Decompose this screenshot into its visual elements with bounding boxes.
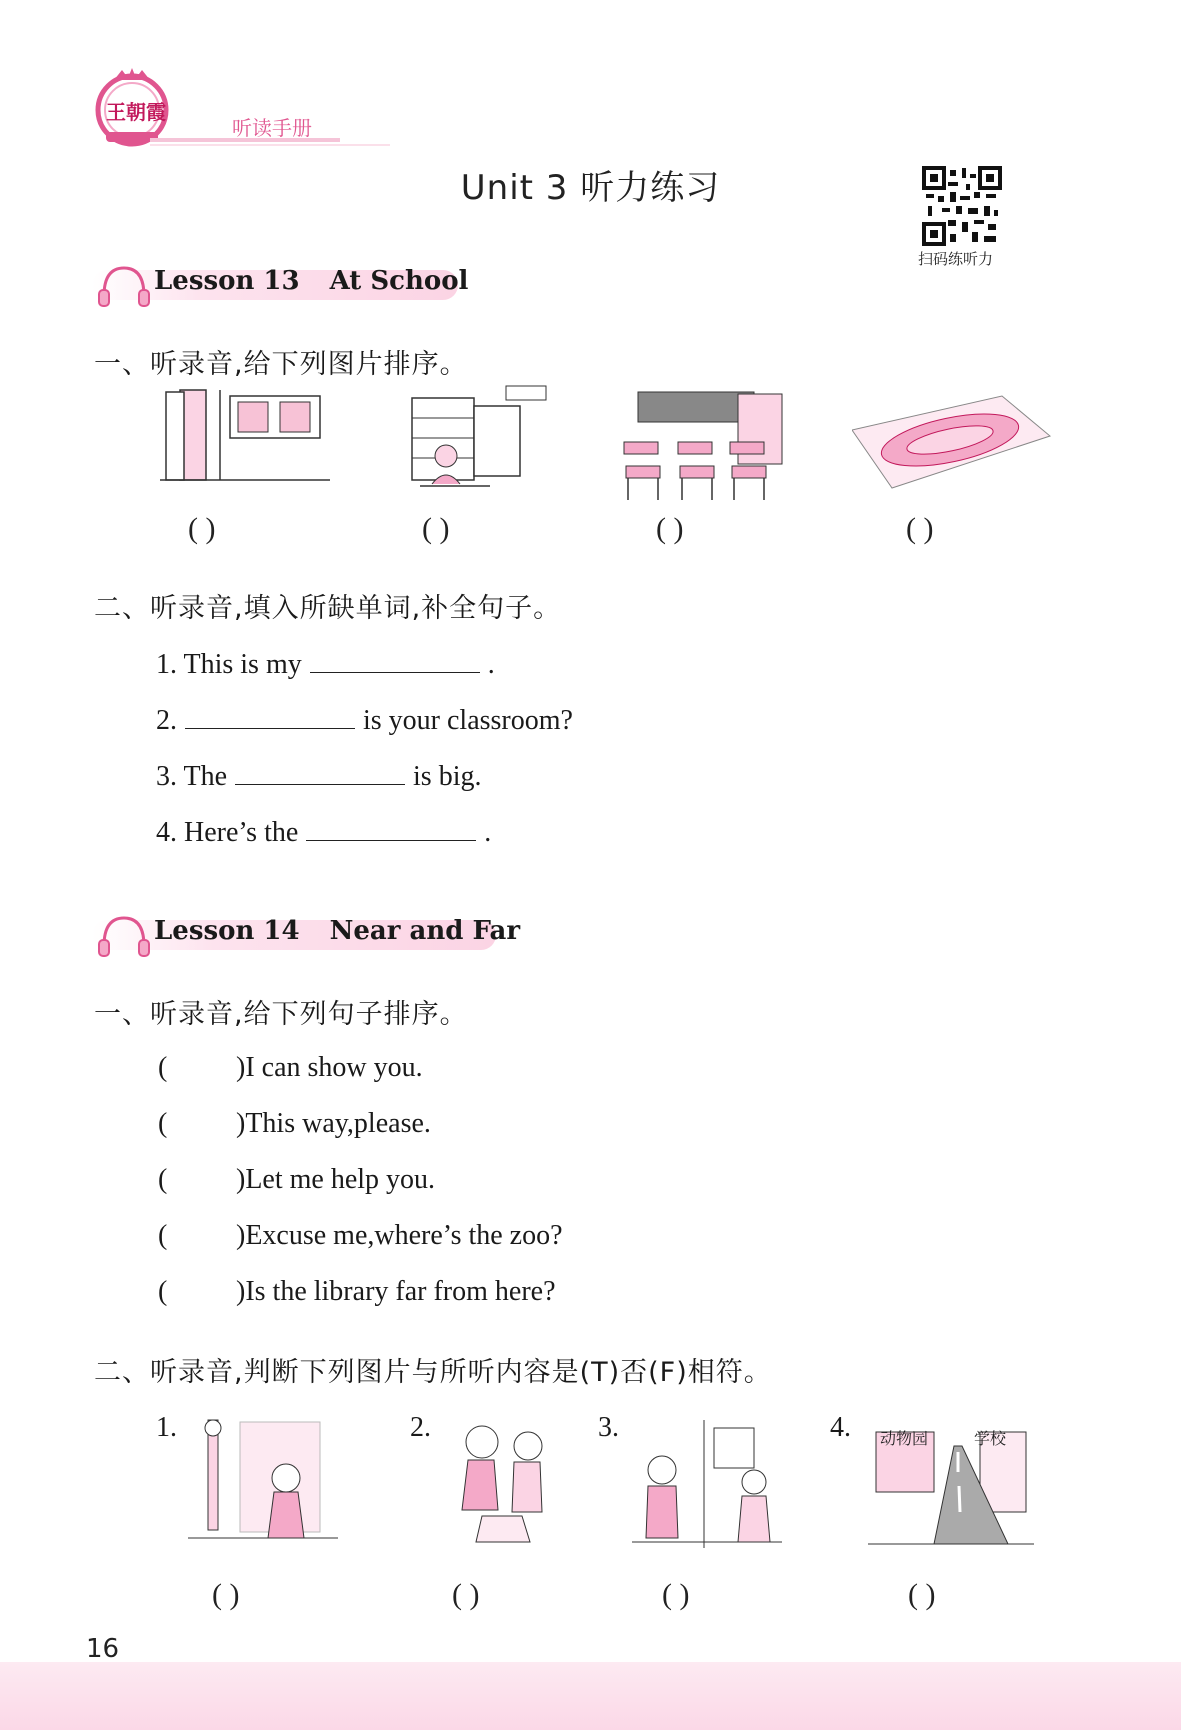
answer-paren[interactable]: ( (158, 1052, 168, 1083)
page-number: 16 (86, 1634, 120, 1664)
blank-line[interactable] (310, 646, 480, 673)
order-item: ( )Excuse me,where’s the zoo? (158, 1220, 563, 1251)
order-item: ( )I can show you. (158, 1052, 423, 1083)
lesson-14-header (92, 912, 521, 956)
school-sign: 学校 (974, 1429, 1007, 1448)
lesson-number: Lesson 13 (154, 266, 300, 296)
header-divider-light (150, 144, 390, 146)
fill-blank-item: 4. Here’s the . (156, 814, 491, 849)
answer-paren[interactable]: ( ) (188, 512, 216, 545)
answer-paren[interactable]: ( (158, 1108, 168, 1139)
qr-code-icon (922, 166, 1002, 246)
section-heading: 一、听录音,给下列图片排序。 (94, 349, 468, 380)
answer-paren[interactable]: ( ) (212, 1578, 240, 1611)
section-heading: 二、听录音,判断下列图片与所听内容是(T)否(F)相符。 (94, 1357, 772, 1388)
answer-paren[interactable]: ( ) (656, 512, 684, 545)
girl-signpost-picture (188, 1408, 338, 1558)
answer-paren[interactable]: ( (158, 1220, 168, 1251)
picture-number: 4. (830, 1412, 851, 1443)
library-girl-picture (410, 384, 550, 492)
blank-line[interactable] (306, 814, 476, 841)
fill-blank-item: 2. is your classroom? (156, 702, 573, 737)
kids-helping-picture (452, 1420, 562, 1556)
answer-paren[interactable]: ( ) (906, 512, 934, 545)
answer-paren[interactable]: ( (158, 1164, 168, 1195)
answer-paren[interactable]: ( ) (908, 1578, 936, 1611)
picture-number: 2. (410, 1412, 431, 1443)
lesson-name: Near and Far (329, 916, 521, 946)
unit-title: Unit 3 听力练习 (460, 168, 721, 208)
answer-paren[interactable]: ( (158, 1276, 168, 1307)
blank-line[interactable] (185, 702, 355, 729)
headphones-icon (96, 912, 152, 958)
order-item: ( )This way,please. (158, 1108, 431, 1139)
answer-paren[interactable]: ( ) (452, 1578, 480, 1611)
order-item: ( )Let me help you. (158, 1164, 436, 1195)
brand-name: 王朝霞 (106, 100, 166, 124)
picture-number: 1. (156, 1412, 177, 1443)
qr-caption: 扫码练听力 (918, 250, 994, 268)
classroom-desks-picture (618, 386, 804, 504)
answer-paren[interactable]: ( ) (662, 1578, 690, 1611)
classroom-door-picture (160, 388, 330, 488)
answer-paren[interactable]: ( ) (422, 512, 450, 545)
fill-blank-item: 3. The is big. (156, 758, 482, 793)
playground-track-picture (852, 392, 1052, 492)
order-item: ( )Is the library far from here? (158, 1276, 556, 1307)
headphones-icon (96, 262, 152, 308)
fill-blank-item: 1. This is my . (156, 646, 495, 681)
section-heading: 二、听录音,填入所缺单词,补全句子。 (94, 593, 562, 624)
blank-line[interactable] (235, 758, 405, 785)
picture-number: 3. (598, 1412, 619, 1443)
lesson-13-header (92, 262, 469, 306)
lesson-name: At School (329, 266, 469, 296)
zoo-sign: 动物园 (880, 1429, 929, 1448)
book-name: 听读手册 (232, 116, 312, 140)
section-heading: 一、听录音,给下列句子排序。 (94, 999, 468, 1030)
lesson-number: Lesson 14 (154, 916, 300, 946)
footer-band (0, 1662, 1181, 1730)
kids-talking-picture (632, 1418, 782, 1558)
